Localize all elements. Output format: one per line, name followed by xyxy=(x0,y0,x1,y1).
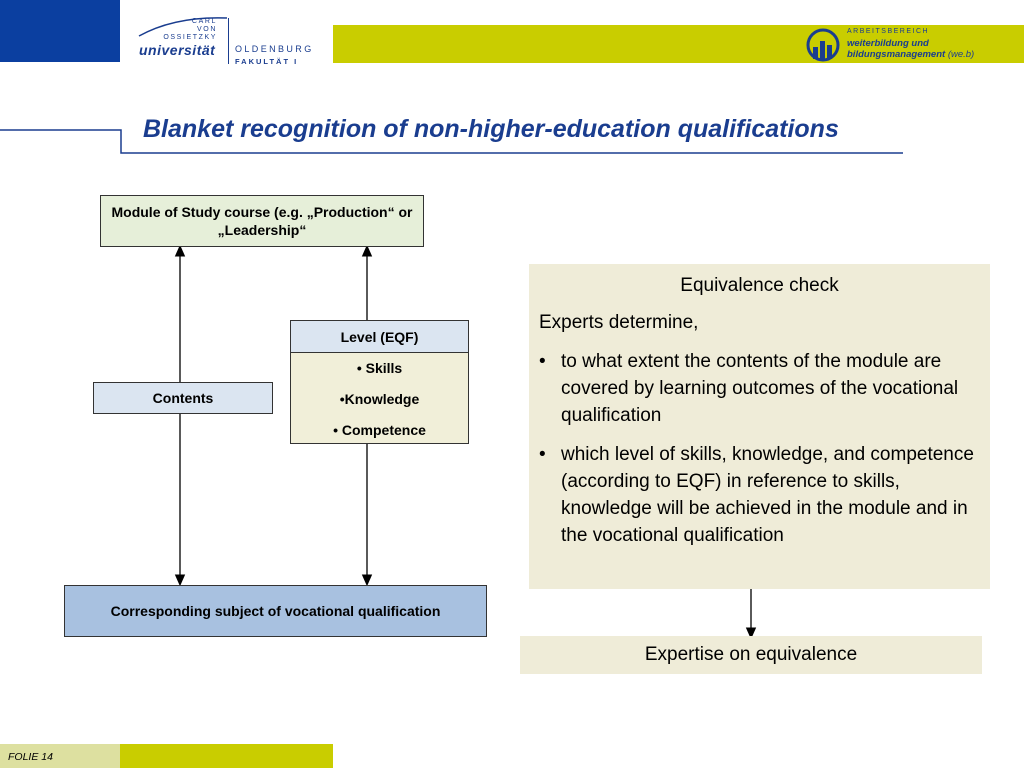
bullet-dot: • xyxy=(539,351,546,372)
level-item-skills: • Skills xyxy=(356,360,403,376)
bullet-dot: • xyxy=(539,444,546,465)
logo-line-von: VON xyxy=(197,26,217,33)
equivalence-bullet xyxy=(539,441,980,549)
department-line-2: weiterbildung und xyxy=(847,38,929,49)
equivalence-bullet-text: to what extent the contents of the module are covered by learning outcomes of the vocational qualification xyxy=(561,351,959,426)
module-of-study-box: Module of Study course (e.g. „Production“ or „Leadership“ xyxy=(100,195,424,247)
logo-faculty: FAKULTÄT I xyxy=(235,57,299,66)
logo-line-ossietzky: OSSIETZKY xyxy=(163,34,217,41)
level-eqf-header: Level (EQF) xyxy=(291,321,468,353)
logo-wordmark: universität xyxy=(139,42,216,58)
equivalence-heading: Equivalence check xyxy=(680,275,839,296)
equivalence-bullet xyxy=(539,348,980,429)
equivalence-intro: Experts determine, xyxy=(539,312,699,333)
logo-city: OLDENBURG xyxy=(235,44,314,54)
contents-box: Contents xyxy=(93,382,273,414)
corresponding-subject-box: Corresponding subject of vocational qualification xyxy=(64,585,487,637)
level-eqf-box xyxy=(290,320,469,444)
page-title: Blanket recognition of non-higher-education qualifications xyxy=(143,115,839,143)
level-item-knowledge: •Knowledge xyxy=(339,391,420,407)
level-item-competence: • Competence xyxy=(333,422,426,438)
department-line-1: ARBEITSBEREICH xyxy=(847,28,930,35)
equivalence-bullet-text: which level of skills, knowledge, and competence (according to EQF) in reference to skills, knowledge will be achieved in the module and in the vocational qualification xyxy=(561,444,974,546)
logo-line-carl: CARL xyxy=(191,18,217,25)
department-line-3-abbr: (we.b) xyxy=(947,49,975,60)
slide-number-label: FOLIE 14 xyxy=(8,751,53,763)
expertise-on-equivalence-box: Expertise on equivalence xyxy=(520,636,982,674)
equivalence-check-panel xyxy=(529,264,990,589)
department-line-3-main: bildungsmanagement xyxy=(847,49,946,60)
footer-green-bar xyxy=(120,744,333,768)
